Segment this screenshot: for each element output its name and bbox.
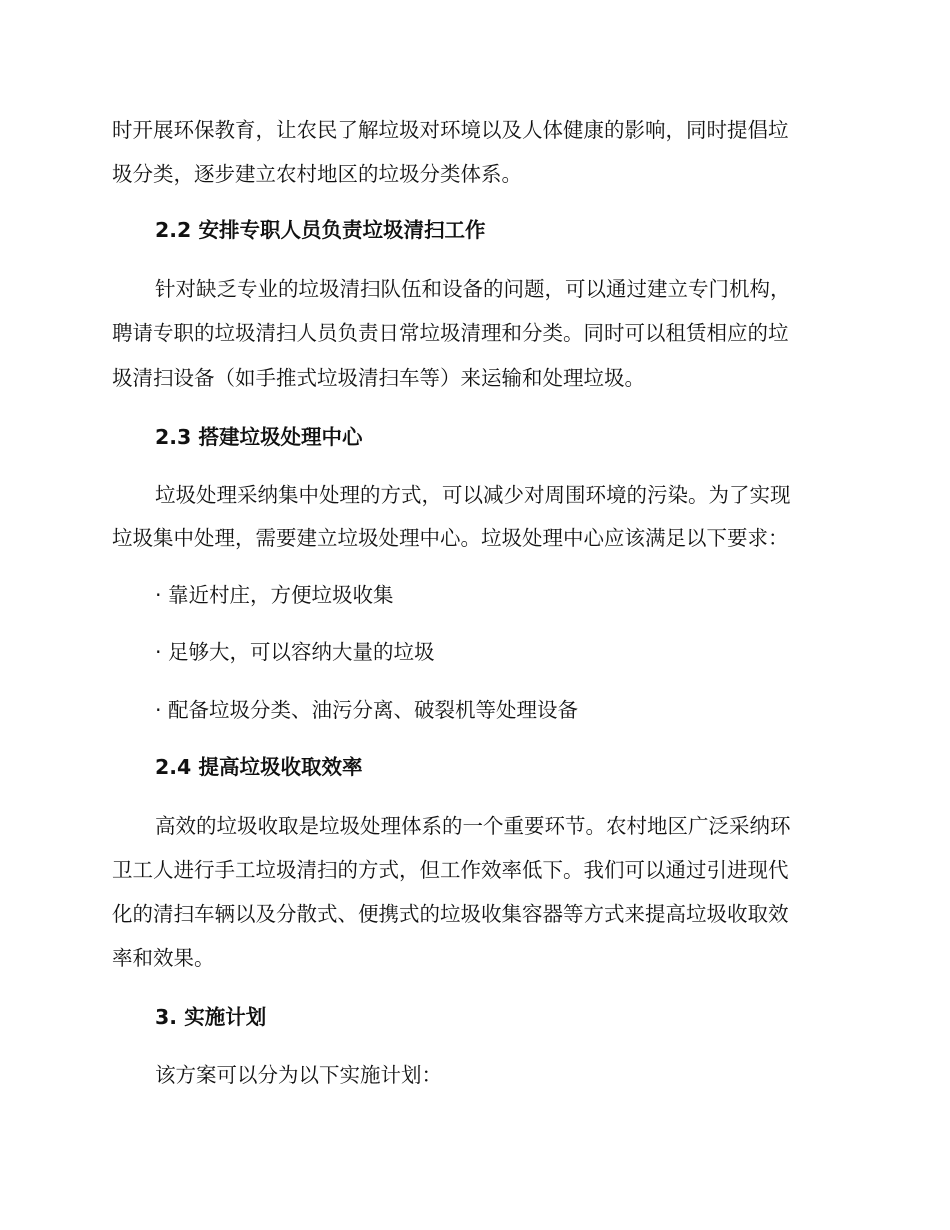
list-item: · 配备垃圾分类、油污分离、破裂机等处理设备 xyxy=(155,698,579,722)
paragraph-line: 该方案可以分为以下实施计划： xyxy=(155,1063,442,1087)
list-item: · 靠近村庄，方便垃圾收集 xyxy=(155,583,394,607)
paragraph-line: 聘请专职的垃圾清扫人员负责日常垃圾清理和分类。同时可以租赁相应的垃 xyxy=(112,321,789,345)
paragraph-line: 针对缺乏专业的垃圾清扫队伍和设备的问题，可以通过建立专门机构， xyxy=(155,277,791,301)
paragraph-line: 高效的垃圾收取是垃圾处理体系的一个重要环节。农村地区广泛采纳环 xyxy=(155,814,791,838)
paragraph-line: 率和效果。 xyxy=(112,946,215,970)
paragraph-line: 圾清扫设备（如手推式垃圾清扫车等）来运输和处理垃圾。 xyxy=(112,366,645,390)
list-item: · 足够大，可以容纳大量的垃圾 xyxy=(155,640,435,664)
section-heading-2-2: 2.2 安排专职人员负责垃圾清扫工作 xyxy=(155,218,486,242)
paragraph-line: 垃圾集中处理，需要建立垃圾处理中心。垃圾处理中心应该满足以下要求： xyxy=(112,526,789,550)
paragraph-line: 卫工人进行手工垃圾清扫的方式，但工作效率低下。我们可以通过引进现代 xyxy=(112,858,789,882)
paragraph-line: 时开展环保教育，让农民了解垃圾对环境以及人体健康的影响，同时提倡垃 xyxy=(112,118,789,142)
paragraph-line: 垃圾处理采纳集中处理的方式，可以减少对周围环境的污染。为了实现 xyxy=(155,483,791,507)
section-heading-3: 3. 实施计划 xyxy=(155,1005,267,1029)
section-heading-2-4: 2.4 提高垃圾收取效率 xyxy=(155,755,363,779)
section-heading-2-3: 2.3 搭建垃圾处理中心 xyxy=(155,425,363,449)
paragraph-line: 化的清扫车辆以及分散式、便携式的垃圾收集容器等方式来提高垃圾收取效 xyxy=(112,902,789,926)
paragraph-line: 圾分类，逐步建立农村地区的垃圾分类体系。 xyxy=(112,162,522,186)
